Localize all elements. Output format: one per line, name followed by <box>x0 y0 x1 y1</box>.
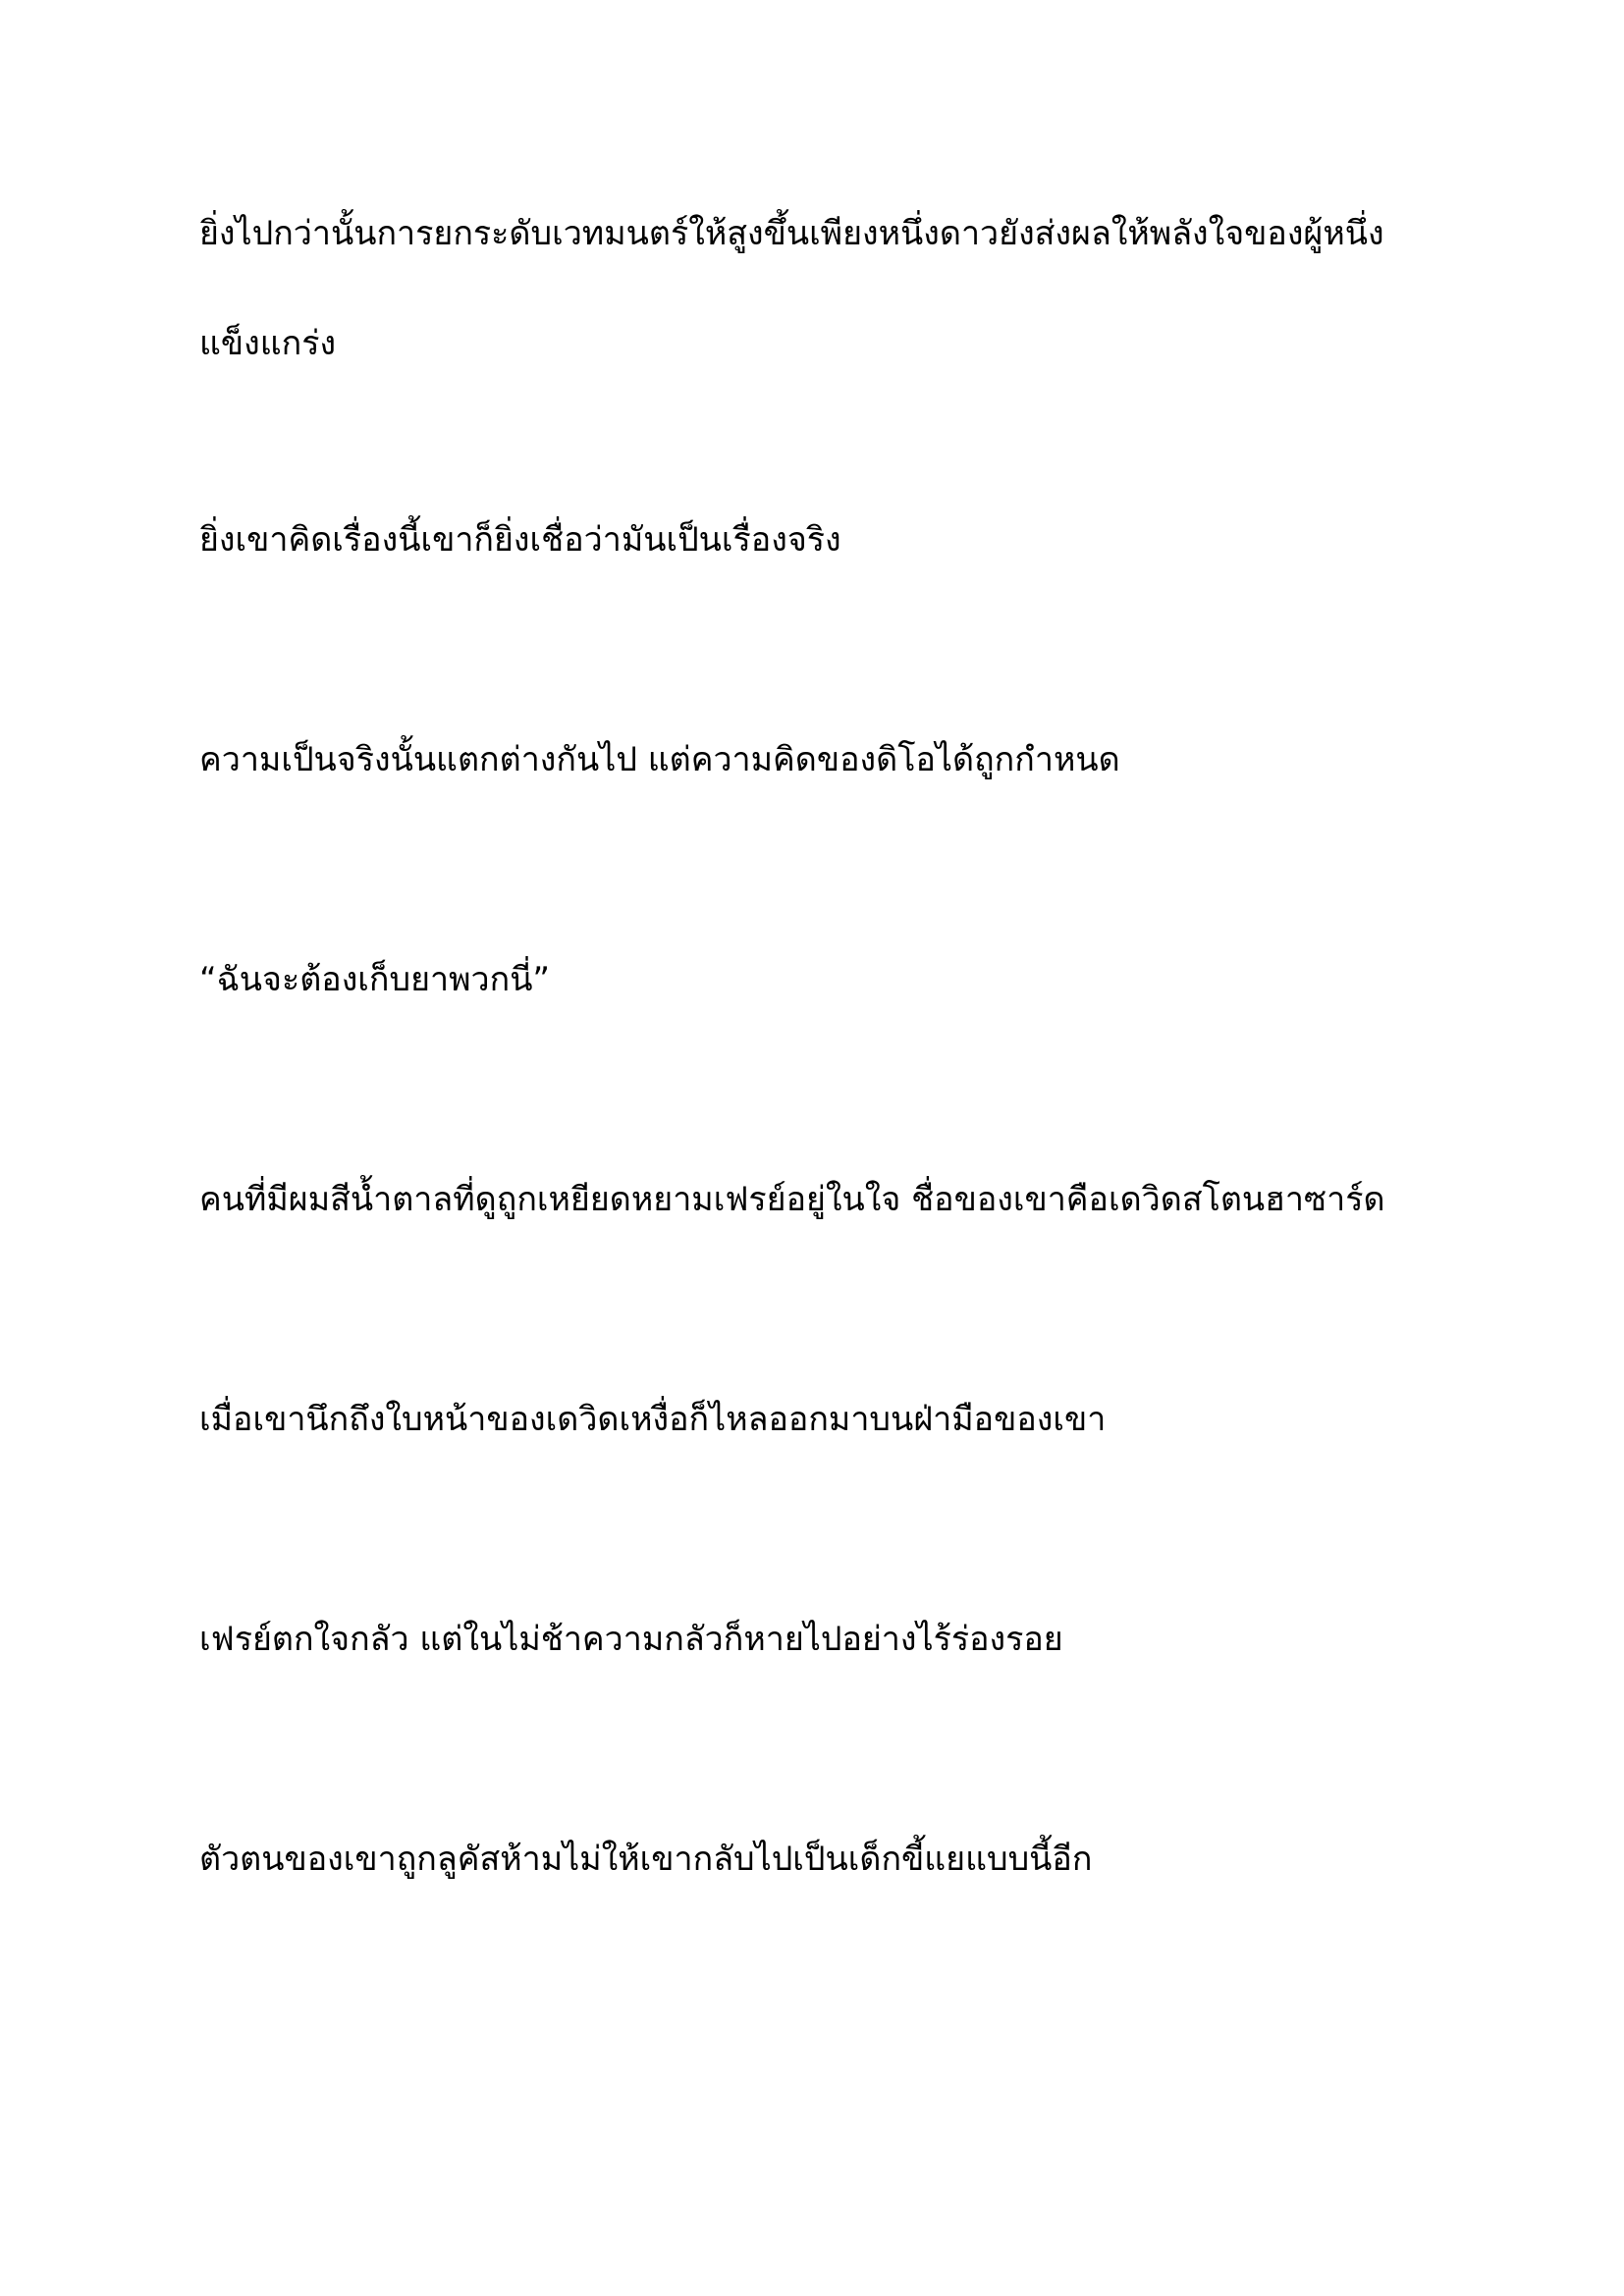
paragraph-8: ตัวตนของเขาถูกลูคัสห้ามไม่ให้เขากลับไปเป็นเด็กขี้แยแบบนี้อีก <box>199 1840 1093 1879</box>
paragraph-2: ยิ่งเขาคิดเรื่องนี้เขาก็ยิ่งเชื่อว่ามันเป็นเรื่องจริง <box>199 520 841 560</box>
paragraph-5: คนที่มีผมสีน้ำตาลที่ดูถูกเหยียดหยามเฟรย์อยู่ในใจ ชื่อของเขาคือเดวิดสโตนฮาซาร์ด <box>199 1180 1385 1219</box>
paragraph-3: ความเป็นจริงนั้นแตกต่างกันไป แต่ความคิดของดิโอได้ถูกกำหนด <box>199 740 1120 779</box>
paragraph-6: เมื่อเขานึกถึงใบหน้าของเดวิดเหงื่อก็ไหลออกมาบนฝ่ามือของเขา <box>199 1400 1107 1439</box>
paragraph-1: ยิ่งไปกว่านั้นการยกระดับเวทมนตร์ให้สูงขึ้นเพียงหนึ่งดาวยังส่งผลให้พลังใจของผู้หนึ่งแข็งแกร่ง <box>199 214 1384 363</box>
paragraph-7: เฟรย์ตกใจกลัว แต่ในไม่ช้าความกลัวก็หายไปอย่างไร้ร่องรอย <box>199 1620 1063 1659</box>
paragraph-4: “ฉันจะต้องเก็บยาพวกนี่” <box>199 960 551 999</box>
